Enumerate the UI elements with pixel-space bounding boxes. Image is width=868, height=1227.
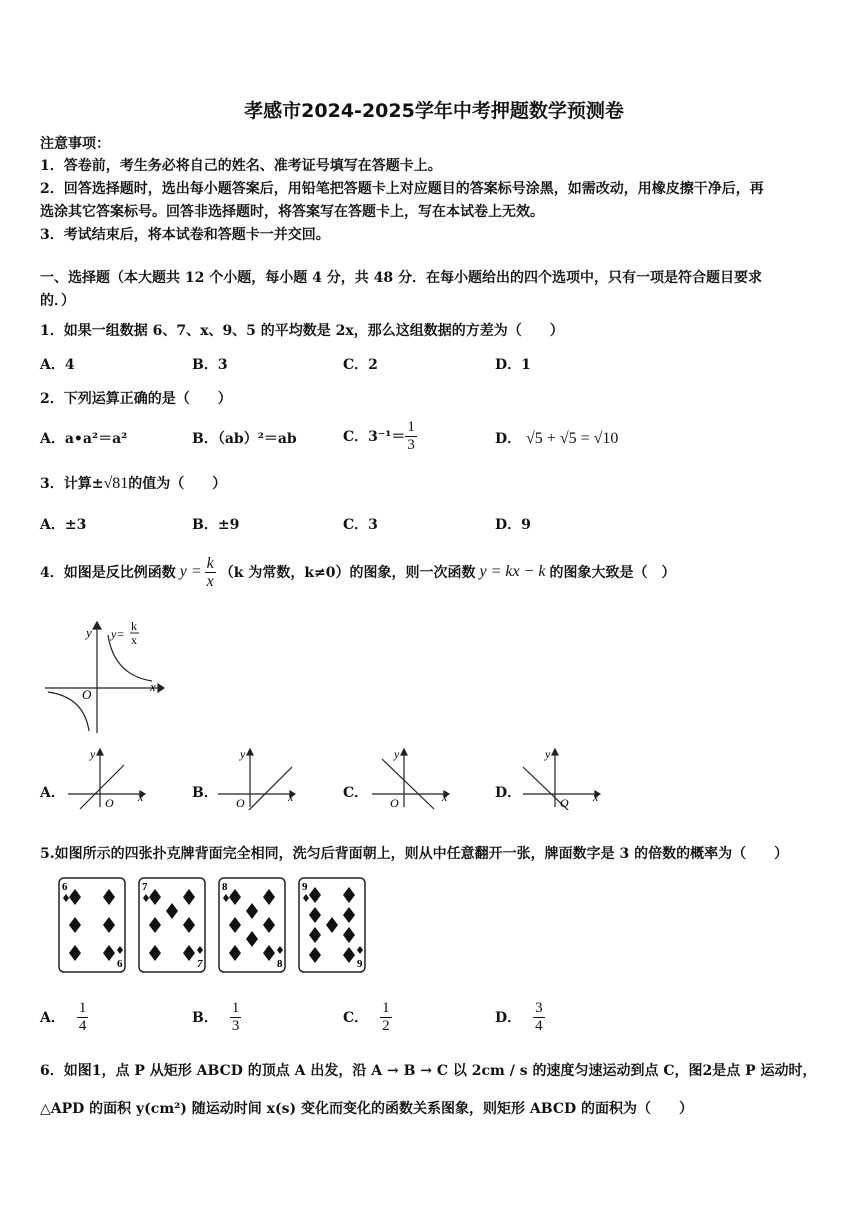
graph-func-lhs: y= (111, 627, 125, 641)
axis-label-x: x (593, 790, 599, 804)
q1-option-a: A．4 (40, 357, 75, 373)
q3-option-d: D．9 (495, 517, 531, 533)
q1-option-d: D．1 (495, 357, 531, 373)
q4-suffix: 的图象大致是（ ） (549, 565, 676, 581)
option-fraction (380, 1000, 392, 1035)
q4-option-d-label: D． (495, 785, 522, 801)
q5-option-c (343, 995, 392, 1039)
q4-prefix: 4．如图是反比例函数 (40, 565, 176, 581)
q2-option-d (495, 428, 618, 448)
question-4 (40, 550, 676, 594)
option-label: B． (192, 1010, 218, 1026)
axis-label-x: x (138, 790, 144, 804)
q2-option-c-fraction (405, 419, 417, 454)
axis-label-origin: O (236, 796, 245, 810)
card-nine (299, 878, 365, 972)
section-heading: 一、选择题（本大题共 12 个小题，每小题 4 分，共 48 分．在每小题给出的四个选项中，只有一项是符合题目要求 (40, 270, 762, 286)
fraction-numerator: k (206, 554, 214, 572)
q4-func-lhs: y = (179, 563, 202, 580)
axis-label-origin: O (105, 796, 114, 810)
y-axis-arrow (93, 622, 101, 629)
x-axis-arrow (158, 684, 164, 692)
q2-option-c (343, 414, 417, 458)
q4-option-d-graph (519, 745, 609, 810)
q3-option-b: B．±9 (192, 517, 240, 533)
option-fraction (77, 1000, 89, 1035)
q4-linear-func: y = kx − k (479, 563, 546, 580)
section-heading-cont: 的．） (40, 293, 75, 309)
question-2: 2．下列运算正确的是（ ） (40, 391, 232, 407)
q5-option-b (192, 995, 241, 1039)
q5-option-d (495, 995, 545, 1039)
fraction-numerator: 1 (231, 999, 240, 1016)
graph-func-den: x (131, 633, 137, 647)
q3-radical: √81 (103, 475, 129, 492)
curve-quadrant-1 (108, 635, 152, 681)
card-value-bottom: 7 (197, 958, 203, 970)
graph-label-y: y (86, 625, 92, 640)
q4-option-a-label: A． (40, 785, 65, 801)
q3-suffix: 的值为（ ） (128, 476, 227, 492)
q2-option-d-label: D． (495, 431, 522, 447)
q1-option-b: B．3 (192, 357, 228, 373)
q3-option-c: C．3 (343, 517, 378, 533)
card-value-bottom: 9 (357, 958, 363, 970)
option-label: A． (40, 1010, 65, 1026)
q5-option-a (40, 995, 88, 1039)
axis-label-x: x (288, 790, 294, 804)
q4-middle: （k 为常数，k≠0）的图象，则一次函数 (219, 565, 476, 581)
inverse-function-graph (40, 615, 170, 740)
page-title: 孝感市2024-2025学年中考押题数学预测卷 (244, 100, 624, 122)
question-3 (40, 473, 226, 493)
q3-option-a: A．±3 (40, 517, 87, 533)
graph-label-origin: O (82, 687, 92, 702)
q4-option-b-graph (214, 745, 304, 810)
notice-heading: 注意事项： (40, 136, 110, 152)
notice-item: 3．考试结束后，将本试卷和答题卡一并交回。 (40, 227, 330, 243)
playing-cards (58, 877, 370, 977)
axis-label-y: y (240, 747, 246, 761)
q4-option-c-label: C． (343, 785, 369, 801)
card-value: 8 (222, 881, 228, 893)
fraction-denominator: 3 (407, 436, 415, 453)
notice-item: 选涂其它答案标号。回答非选择题时，将答案写在答题卡上，写在本试卷上无效。 (40, 204, 544, 220)
question-6-line-2: △APD 的面积 y(cm²) 随运动时间 x(s) 变化而变化的函数关系图象，则矩形 ABCD 的面积为（ ） (40, 1101, 693, 1117)
option-label: C． (343, 1010, 369, 1026)
card-value: 6 (62, 881, 68, 893)
card-seven (139, 878, 205, 972)
option-fraction (230, 1000, 242, 1035)
notice-item: 1．答卷前，考生务必将自己的姓名、准考证号填写在答题卡上。 (40, 158, 442, 174)
q2-option-a: A．a•a²＝a² (40, 431, 128, 447)
question-5: 5.如图所示的四张扑克牌背面完全相同，洗匀后背面朝上，则从中任意翻开一张，牌面数字是 3 的倍数的概率为（ ） (40, 846, 789, 862)
card-value: 7 (142, 881, 148, 893)
fraction-denominator: 4 (535, 1017, 543, 1034)
card-eight (219, 878, 285, 972)
notice-item: 2．回答选择题时，选出每小题答案后，用铅笔把答题卡上对应题目的答案标号涂黑，如需改动，用橡皮擦干净后，再 (40, 181, 764, 197)
card-value-bottom: 6 (117, 958, 123, 970)
axis-label-y: y (394, 747, 400, 761)
fraction-numerator: 3 (535, 999, 543, 1016)
q2-option-d-expression: √5 + √5 = √10 (526, 430, 619, 447)
fraction-denominator: 3 (231, 1017, 240, 1034)
option-label: D． (495, 1010, 522, 1026)
fraction-numerator: 1 (407, 418, 415, 435)
axis-label-x: x (442, 790, 448, 804)
q3-prefix: 3．计算± (40, 476, 104, 492)
fraction-numerator: 1 (382, 999, 390, 1016)
axis-label-y: y (90, 747, 96, 761)
card-six (59, 878, 125, 972)
axis-label-y: y (545, 747, 551, 761)
q4-option-c-graph (368, 745, 458, 810)
option-fraction (533, 1000, 545, 1035)
q4-option-b-label: B． (192, 785, 218, 801)
fraction-denominator: x (206, 572, 214, 590)
question-6-line-1: 6．如图1，点 P 从矩形 ABCD 的顶点 A 出发，沿 A → B → C 以 2cm / s 的速度匀速运动到点 C，图2是点 P 运动时， (40, 1063, 817, 1079)
q1-option-c: C．2 (343, 357, 378, 373)
q2-option-c-label: C．3⁻¹＝ (343, 429, 406, 445)
fraction-denominator: 2 (382, 1017, 390, 1034)
axis-label-origin: O (560, 796, 569, 810)
graph-func-num: k (131, 619, 137, 633)
fraction-denominator: 4 (78, 1017, 87, 1034)
graph-label-x: x (150, 679, 156, 694)
q2-option-b: B．（ab）²＝ab (192, 431, 297, 447)
q4-option-a-graph (64, 745, 154, 810)
q4-func-fraction (205, 555, 216, 590)
question-1: 1．如果一组数据 6、7、x、9、5 的平均数是 2x，那么这组数据的方差为（ ） (40, 323, 564, 339)
fraction-numerator: 1 (78, 999, 87, 1016)
card-value: 9 (302, 881, 308, 893)
card-value-bottom: 8 (277, 958, 283, 970)
axis-label-origin: O (390, 796, 399, 810)
